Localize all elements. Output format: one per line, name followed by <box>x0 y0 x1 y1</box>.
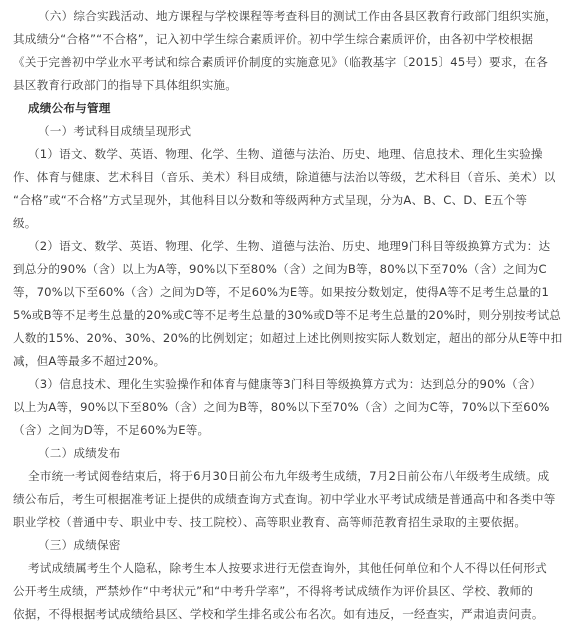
paragraph-line: 以上为A等，90%以下至80%（含）之间为B等，80%以下至70%（含）之间为C等，70%以下至60% <box>13 400 550 414</box>
subsection-heading: （三）成绩保密 <box>38 538 121 552</box>
paragraph-line: 减，但A等最多不超过20%。 <box>13 354 166 368</box>
paragraph-line: 绩公布后，考生可根据准考证上提供的成绩查询方式查询。初中学业水平考试成绩是普通高中和各类中等 <box>13 492 556 506</box>
paragraph-line: 考试成绩属考生个人隐私，除考生本人按要求进行无偿查询外，其他任何单位和个人不得以任何形式 <box>28 561 547 575</box>
paragraph-line: 人数的15%、20%、30%、20%的比例划定；如超过上述比例则按实际人数划定，超出的部分从E等中扣 <box>13 331 563 345</box>
paragraph-line: 《关于完善初中学业水平考试和综合素质评价制度的实施意见》（临教基字〔2015〕45号）要求，在各 <box>13 55 548 69</box>
paragraph-line: 等，70%以下至60%（含）之间为D等，不足60%为E等。如果按分数划定，使得A等不足考生总量的1 <box>13 285 550 299</box>
section-heading: 成绩公布与管理 <box>28 101 111 115</box>
paragraph-line: “合格”或“不合格”方式呈现外，其他科目以分数和等级两种方式呈现，分为A、B、C、D、E五个等 <box>13 193 528 207</box>
paragraph-line: （3）信息技术、理化生实验操作和体育与健康等3门科目等级换算方式为：达到总分的90%（含） <box>28 377 542 391</box>
paragraph-line: （含）之间为D等，不足60%为E等。 <box>13 423 210 437</box>
paragraph-line: 到总分的90%（含）以上为A等，90%以下至80%（含）之间为B等，80%以下至70%（含）之间为C <box>13 262 547 276</box>
paragraph-line: （1）语文、数学、英语、物理、化学、生物、道德与法治、历史、地理、信息技术、理化生实验操 <box>28 147 543 161</box>
paragraph-line: 全市统一考试阅卷结束后，将于6月30日前公布九年级考生成绩，7月2日前公布八年级考生成绩。成 <box>28 469 550 483</box>
paragraph-line: 公开考生成绩，严禁炒作“中考状元”和“中考升学率”，不得将考试成绩作为评价县区、学校、教师的 <box>13 584 534 598</box>
subsection-heading: （一）考试科目成绩呈现形式 <box>38 124 192 138</box>
paragraph-line: 级。 <box>13 216 37 230</box>
paragraph-line: 其成绩分“合格”“不合格”，记入初中学生综合素质评价。初中学生综合素质评价，由各初中学校根据 <box>13 32 534 46</box>
paragraph-line: 作、体育与健康、艺术科目（音乐、美术）科目成绩，除道德与法治以等级，艺术科目（音乐、美术）以 <box>13 170 556 184</box>
paragraph-line: 县区教育行政部门的指导下具体组织实施。 <box>13 78 238 92</box>
paragraph-line: （六）综合实践活动、地方课程与学校课程等考查科目的测试工作由各县区教育行政部门组织实施， <box>38 9 557 23</box>
paragraph-line: （2）语文、数学、英语、物理、化学、生物、道德与法治、历史、地理9门科目等级换算方式为：达 <box>28 239 551 253</box>
subsection-heading: （二）成绩发布 <box>38 446 121 460</box>
paragraph-line: 依据，不得根据考试成绩给县区、学校和学生排名或公布名次。如有违反，一经查实，严肃追责问责。 <box>13 607 544 621</box>
paragraph-line: 5%或B等不足考生总量的20%或C等不足考生总量的30%或D等不足考生总量的20%时，则分别按考试总 <box>13 308 562 322</box>
paragraph-line: 职业学校（普通中专、职业中专、技工院校）、高等职业教育、高等师范教育招生录取的主要依据。 <box>13 515 527 529</box>
